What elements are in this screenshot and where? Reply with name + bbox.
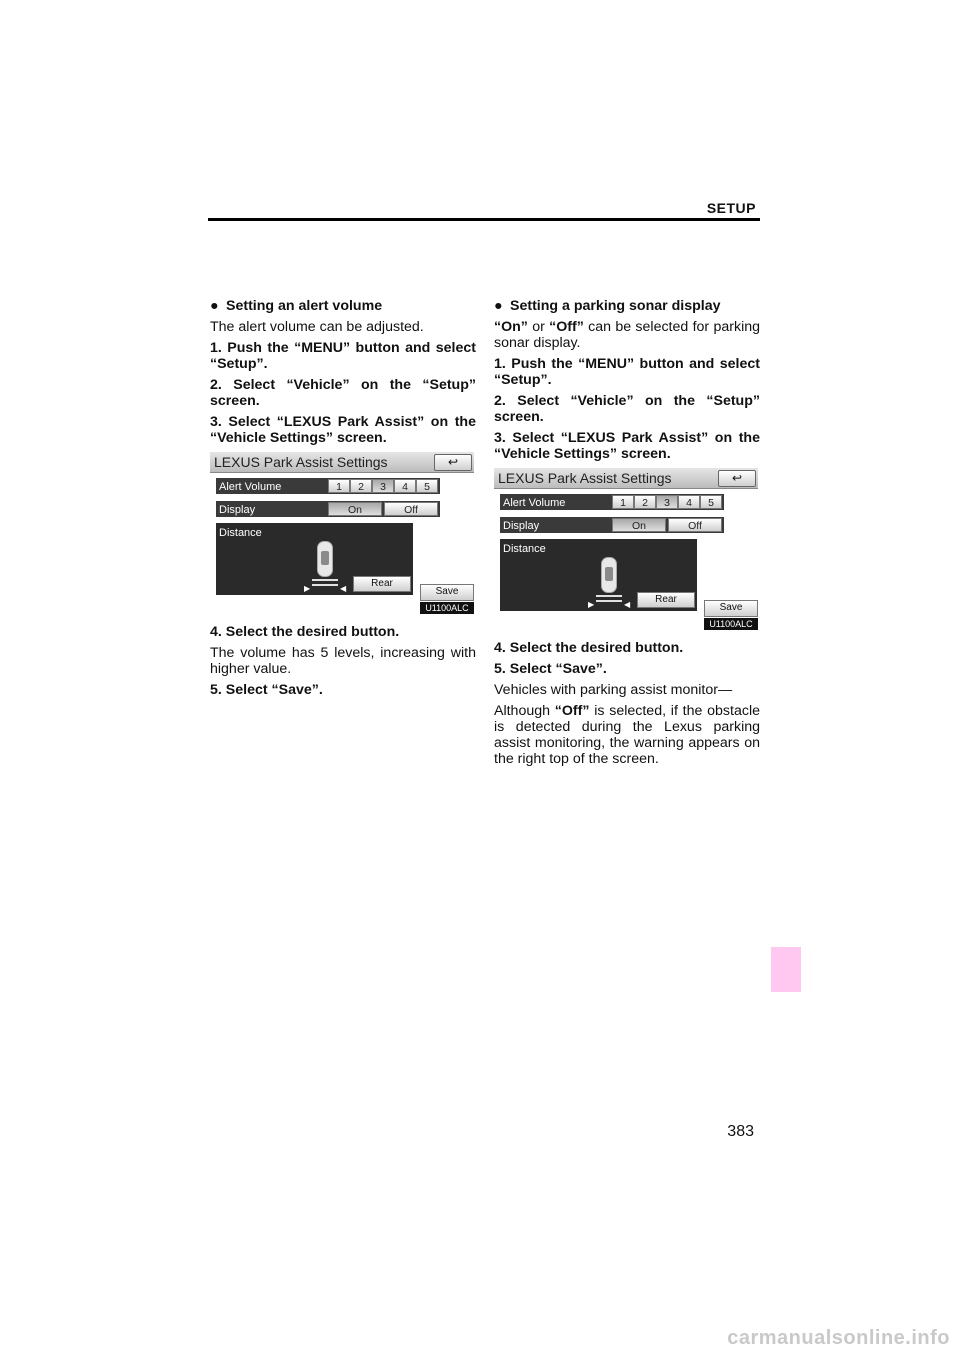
level-4-button[interactable]: 4 <box>678 495 700 509</box>
screen-title-bar <box>494 468 758 489</box>
sensor-bar-icon <box>312 584 338 586</box>
sensor-bar-icon <box>596 595 622 597</box>
display-off-button[interactable]: Off <box>384 502 438 516</box>
screen-title: LEXUS Park Assist Settings <box>214 454 388 470</box>
screen-title: LEXUS Park Assist Settings <box>498 470 672 486</box>
display-off-button[interactable]: Off <box>668 518 722 532</box>
display-on-button[interactable]: On <box>328 502 382 516</box>
rear-button[interactable]: Rear <box>353 576 411 592</box>
right-step4: 4. Select the desired button. <box>494 640 684 656</box>
monitor-heading: Vehicles with parking assist monitor— <box>494 682 733 698</box>
alert-volume-row <box>500 494 724 510</box>
screen-title-bar <box>210 452 474 473</box>
left-intro: The alert volume can be adjusted. <box>210 319 424 335</box>
level-4-button[interactable]: 4 <box>394 479 416 493</box>
display-on-button[interactable]: On <box>612 518 666 532</box>
car-icon <box>317 541 333 577</box>
right-heading-text: Setting a parking sonar display <box>510 298 721 314</box>
arrow-right-icon: ▶ <box>304 584 311 593</box>
figure-code: U1100ALC <box>704 618 758 630</box>
off-term: “Off” <box>549 319 584 335</box>
level-2-button[interactable]: 2 <box>350 479 372 493</box>
left-note: The volume has 5 levels, increasing with higher value. <box>210 645 476 677</box>
figure-code: U1100ALC <box>420 602 474 614</box>
right-step2: 2. Select “Vehicle” on the “Setup” screen. <box>494 393 760 425</box>
alert-volume-label: Alert Volume <box>503 497 566 509</box>
back-icon[interactable]: ↩ <box>718 470 756 487</box>
left-heading-text: Setting an alert volume <box>226 298 383 314</box>
intro-rest: can be selected for parking sonar display. <box>494 319 760 351</box>
distance-panel <box>216 523 413 595</box>
monitor-note <box>494 703 760 767</box>
sensor-bar-icon <box>312 579 338 581</box>
arrow-right-icon: ▶ <box>588 600 595 609</box>
level-2-button[interactable]: 2 <box>634 495 656 509</box>
header-rule <box>208 218 760 221</box>
chapter-tab <box>771 947 801 992</box>
level-5-button[interactable]: 5 <box>416 479 438 493</box>
save-button[interactable]: Save <box>420 584 474 601</box>
level-1-button[interactable]: 1 <box>612 495 634 509</box>
display-label: Display <box>219 504 256 516</box>
page-number: 383 <box>727 1123 754 1140</box>
or-text: or <box>527 319 550 335</box>
display-row <box>500 517 724 533</box>
level-5-button[interactable]: 5 <box>700 495 722 509</box>
right-step5: 5. Select “Save”. <box>494 661 607 677</box>
on-term: “On” <box>494 319 528 335</box>
arrow-left-icon: ◀ <box>624 600 631 609</box>
footer-watermark: carmanualsonline.info <box>727 1327 950 1349</box>
left-step5: 5. Select “Save”. <box>210 682 323 698</box>
back-icon[interactable]: ↩ <box>434 454 472 471</box>
park-assist-screen-figure <box>494 468 758 632</box>
right-step3: 3. Select “LEXUS Park Assist” on the “Vehicle Settings” screen. <box>494 430 760 462</box>
left-step3: 3. Select “LEXUS Park Assist” on the “Vehicle Settings” screen. <box>210 414 476 446</box>
display-label: Display <box>503 520 540 532</box>
right-intro <box>494 319 760 351</box>
rear-button[interactable]: Rear <box>637 592 695 608</box>
right-step1: 1. Push the “MENU” button and select “Setup”. <box>494 356 760 388</box>
level-3-button[interactable]: 3 <box>656 495 678 509</box>
left-heading <box>210 298 476 314</box>
distance-panel <box>500 539 697 611</box>
display-row <box>216 501 440 517</box>
level-1-button[interactable]: 1 <box>328 479 350 493</box>
left-column <box>210 298 476 703</box>
monitor-off-term: “Off” <box>554 703 590 719</box>
level-3-button[interactable]: 3 <box>372 479 394 493</box>
right-column <box>494 298 760 772</box>
arrow-left-icon: ◀ <box>340 584 347 593</box>
distance-label: Distance <box>219 527 262 539</box>
park-assist-screen-figure <box>210 452 474 616</box>
section-header: SETUP <box>706 200 756 216</box>
monitor-a: Although <box>494 703 555 719</box>
right-heading <box>494 298 760 314</box>
monitor-b: is selected, if the obstacle is detected during the Lexus parking assist monitoring, the warning appears on the right top of the screen. <box>494 703 760 767</box>
car-icon <box>601 557 617 593</box>
alert-volume-label: Alert Volume <box>219 481 282 493</box>
alert-volume-row <box>216 478 440 494</box>
left-step4: 4. Select the desired button. <box>210 624 400 640</box>
sensor-bar-icon <box>596 600 622 602</box>
left-step2: 2. Select “Vehicle” on the “Setup” screen. <box>210 377 476 409</box>
left-step1: 1. Push the “MENU” button and select “Setup”. <box>210 340 476 372</box>
bullet-icon: ● <box>494 298 503 314</box>
save-button[interactable]: Save <box>704 600 758 617</box>
bullet-icon: ● <box>210 298 219 314</box>
distance-label: Distance <box>503 543 546 555</box>
